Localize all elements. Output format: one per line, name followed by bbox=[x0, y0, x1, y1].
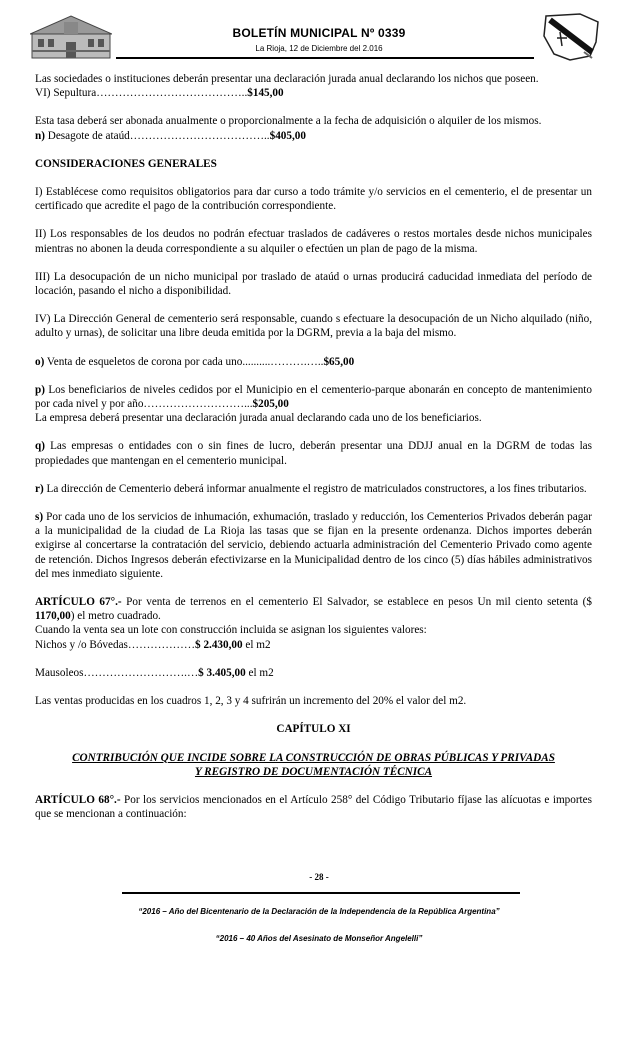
desagote-text: Desagote de ataúd……………………………….. bbox=[44, 129, 270, 142]
paragraph-sociedades: Las sociedades o instituciones deberán presentar una declaración jurada anual declarando los nichos que poseen. bbox=[35, 73, 539, 85]
footer-angelelli: “2016 – 40 Años del Asesinato de Monseñor Angelelli” bbox=[215, 934, 423, 943]
item-q bbox=[35, 439, 592, 467]
item-label-r: r) bbox=[35, 482, 44, 495]
item-p-note: La empresa deberá presentar una declaración jurada anual declarando cada uno de los beneficiarios. bbox=[35, 412, 482, 425]
sepultura-text: VI) Sepultura………………………………….. bbox=[35, 87, 248, 100]
article-67-text-end: ) el metro cuadrado. bbox=[70, 610, 161, 623]
page-footer bbox=[0, 872, 638, 943]
consideracion-ii: II) Los responsables de los deudos no podrán efectuar traslados de cadáveres o restos mortales desde nichos municipales mientras no abonen la deuda correspondiente a su alquiler o efectúen un plan de pago de la misma. bbox=[35, 228, 592, 255]
province-map-logo bbox=[540, 12, 602, 62]
item-q-text: Las empresas o entidades con o sin fines de lucro, deberán presentar una DDJJ anual en la DGRM de todas las propiedades que mantengan en el cementerio municipal. bbox=[35, 440, 592, 467]
chapter-title: CAPÍTULO XI bbox=[276, 723, 351, 736]
item-label-o: o) bbox=[35, 355, 45, 368]
article-67 bbox=[35, 595, 592, 623]
article-68-label: ARTÍCULO 68°.- bbox=[35, 793, 121, 806]
item-r bbox=[35, 482, 592, 496]
ventas-paragraph: Las ventas producidas en los cuadros 1, 2, 3 y 4 sufrirán un incremento del 20% el valor del m2. bbox=[35, 695, 467, 708]
mausoleos-text: Mausoleos……………………….… bbox=[35, 666, 199, 679]
article-68 bbox=[35, 793, 592, 821]
page-number: - 28 - bbox=[309, 872, 329, 882]
item-label-q: q) bbox=[35, 440, 45, 453]
article-67-amount: 1170,00 bbox=[35, 610, 71, 623]
page-header bbox=[0, 0, 638, 70]
item-label-p: p) bbox=[35, 383, 45, 396]
item-p bbox=[35, 383, 592, 411]
contribucion-heading-line2: Y REGISTRO DE DOCUMENTACIÓN TÉCNICA bbox=[194, 765, 433, 778]
heading-consideraciones: CONSIDERACIONES GENERALES bbox=[35, 157, 217, 170]
mausoleos-unit: el m2 bbox=[245, 666, 274, 679]
item-p-text: Los beneficiarios de niveles cedidos por el Municipio en el cementerio-parque abonarán en concepto de mantenimiento por cada nivel y por año………………………... bbox=[35, 383, 592, 411]
item-r-text: La dirección de Cementerio deberá informar anualmente el registro de matriculados constructores, a los fines tributarios. bbox=[43, 482, 587, 495]
contribucion-heading bbox=[35, 751, 592, 779]
bulletin-date: La Rioja, 12 de Diciembre del 2.016 bbox=[255, 44, 383, 53]
desagote-amount: $405,00 bbox=[269, 129, 306, 142]
consideracion-iv: IV) La Dirección General de cementerio será responsable, cuando s efectuare la desocupación de un Nicho alquilado (niño, adulto y urnas), de solicitar una libre deuda emitida por la DGRM, previa a la baja del mismo. bbox=[35, 313, 592, 340]
contribucion-heading-line1: CONTRIBUCIÓN QUE INCIDE SOBRE LA CONSTRUCCIÓN DE OBRAS PÚBLICAS Y PRIVADAS bbox=[72, 751, 555, 764]
article-68-text: Por los servicios mencionados en el Artículo 258° del Código Tributario fíjase las alícuotas e importes que se mencionan a continuación: bbox=[35, 793, 592, 820]
item-o bbox=[35, 355, 592, 369]
footer-divider bbox=[122, 892, 520, 894]
nichos-text: Nichos y /o Bóvedas……………… bbox=[35, 638, 196, 651]
article-67-line2: Cuando la venta sea un lote con construcción incluida se asignan los siguientes valores: bbox=[35, 624, 427, 637]
footer-bicentenario: “2016 – Año del Bicentenario de la Declaración de la Independencia de la República Argentina” bbox=[138, 907, 500, 916]
item-p-amount: $205,00 bbox=[252, 398, 289, 411]
item-o-amount: $65,00 bbox=[323, 355, 355, 368]
item-s bbox=[35, 510, 592, 581]
article-67-text: Por venta de terrenos en el cementerio El Salvador, se establece en pesos Un mil ciento setenta ($ bbox=[121, 596, 592, 609]
sepultura-amount: $145,00 bbox=[247, 87, 284, 100]
item-s-text: Por cada uno de los servicios de inhumación, exhumación, traslado y reducción, los Cementerios Privados deberán pagar a la municipalidad de la ciudad de La Rioja las tasas que se fijan en la presente ordenanza. Dichos importes deberán exigirse al concertarse la contratación del servicio, debiendo actuarla administración del Cementerio Privado como agente de retención. Dichos Ingresos deberán efectivizarse en la Municipalidad dentro de los cinco (5) días hábiles administrativos del mes inmediato siguiente. bbox=[35, 511, 592, 580]
mausoleos-amount: $ 3.405,00 bbox=[198, 666, 246, 679]
nichos-unit: el m2 bbox=[242, 638, 271, 651]
bulletin-title: BOLETÍN MUNICIPAL Nº 0339 bbox=[232, 26, 406, 40]
article-67-nichos bbox=[35, 638, 592, 652]
paragraph-sepultura bbox=[35, 86, 592, 100]
paragraph-tasa: Esta tasa deberá ser abonada anualmente o proporcionalmente a la fecha de adquisición o alquiler de los mismos. bbox=[35, 115, 542, 128]
header-divider bbox=[116, 57, 534, 59]
document-body bbox=[35, 72, 592, 821]
consideracion-iii: III) La desocupación de un nicho municipal por traslado de ataúd o urnas producirá caducidad inmediata del período de locación, pasando el nicho a disponibilidad. bbox=[35, 270, 592, 298]
mausoleos bbox=[35, 666, 592, 680]
nichos-amount: $ 2.430,00 bbox=[195, 638, 243, 651]
consideracion-i: I) Establécese como requisitos obligatorios para dar curso a todo trámite y/o servicios en el cementerio, el de presentar un certificado que acredite el pago de la contribución correspondiente. bbox=[35, 186, 592, 213]
item-label-s: s) bbox=[35, 511, 44, 524]
item-o-text: Venta de esqueletos de corona por cada uno..........……….….. bbox=[44, 355, 324, 368]
article-67-label: ARTÍCULO 67°.- bbox=[35, 596, 122, 609]
paragraph-desagote bbox=[35, 129, 592, 143]
item-label-n: n) bbox=[35, 129, 45, 142]
